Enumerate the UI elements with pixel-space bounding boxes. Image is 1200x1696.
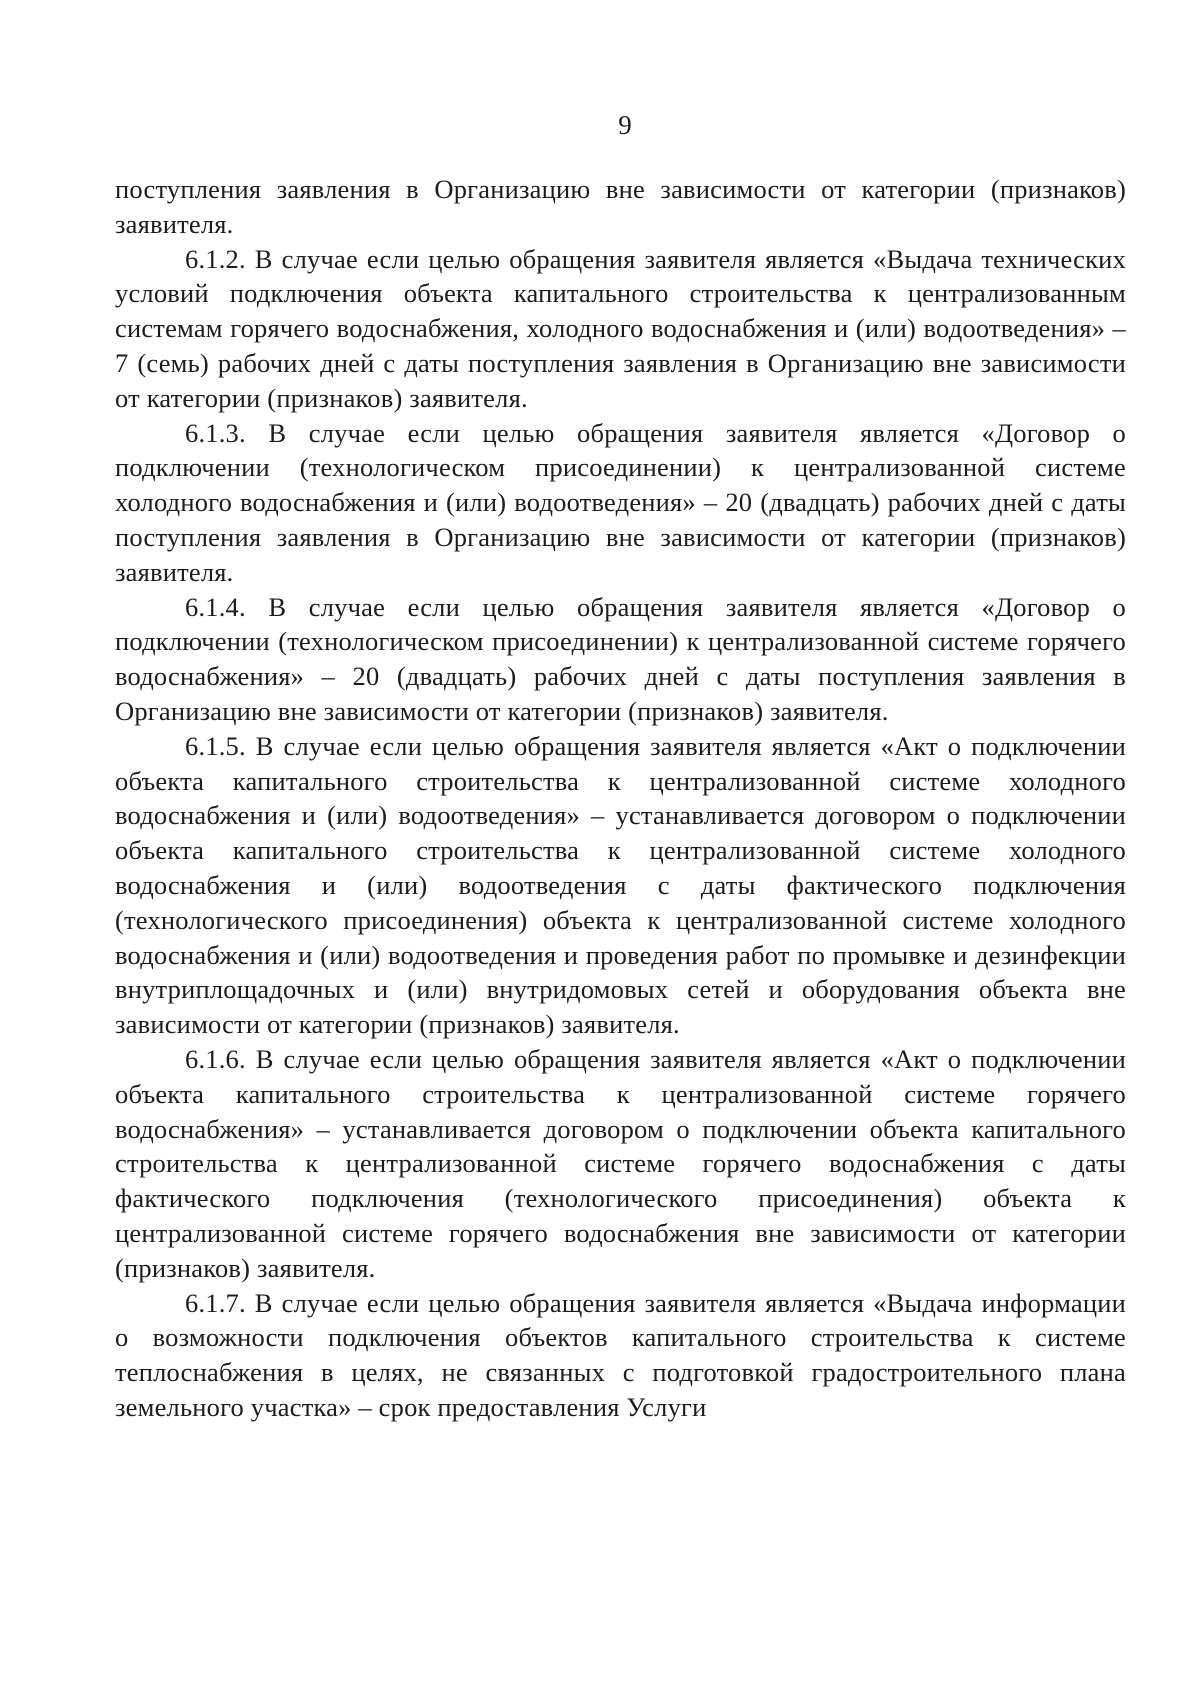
paragraph-6-1-5: 6.1.5. В случае если целью обращения заявителя является «Акт о подключении объекта капитального строительства к централизованной системе холодного водоснабжения и (или) водоотведения» – устанавливается договором о подключении объекта капитального строительства к централизованной системе холодного водоснабжения и (или) водоотведения с даты фактического подключения (технологического присоединения) объекта к централизованной системе холодного водоснабжения и (или) водоотведения и проведения работ по промывке и дезинфекции внутриплощадочных и (или) внутридомовых сетей и оборудования объекта вне зависимости от категории (признаков) заявителя. [115,730,1126,1040]
paragraph-6-1-2: 6.1.2. В случае если целью обращения заявителя является «Выдача технических условий подключения объекта капитального строительства к централизованным системам горячего водоснабжения, холодного водоснабжения и (или) водоотведения» – 7 (семь) рабочих дней с даты поступления заявления в Организацию вне зависимости от категории (признаков) заявителя. [115,243,1126,413]
paragraph-6-1-6: 6.1.6. В случае если целью обращения заявителя является «Акт о подключении объекта капитального строительства к централизованной системе горячего водоснабжения» – устанавливается договором о подключении объекта капитального строительства к централизованной системе горячего водоснабжения с даты фактического подключения (технологического присоединения) объекта к централизованной системе горячего водоснабжения вне зависимости от категории (признаков) заявителя. [115,1043,1126,1283]
paragraph-continuation: поступления заявления в Организацию вне зависимости от категории (признаков) заявителя. [115,174,1126,239]
paragraph-6-1-4: 6.1.4. В случае если целью обращения заявителя является «Договор о подключении (технологическом присоединении) к централизованной системе горячего водоснабжения» – 20 (двадцать) рабочих дней с даты поступления заявления в Организацию вне зависимости от категории (признаков) заявителя. [115,591,1126,726]
paragraph-6-1-3: 6.1.3. В случае если целью обращения заявителя является «Договор о подключении (технологическом присоединении) к централизованной системе холодного водоснабжения и (или) водоотведения» – 20 (двадцать) рабочих дней с даты поступления заявления в Организацию вне зависимости от категории (признаков) заявителя. [115,417,1126,587]
paragraph-6-1-7: 6.1.7. В случае если целью обращения заявителя является «Выдача информации о возможности подключения объектов капитального строительства к системе теплоснабжения в целях, не связанных с подготовкой градостроительного плана земельного участка» – срок предоставления Услуги [115,1287,1126,1422]
page-number: 9 [618,110,632,140]
document-body [115,172,1126,1425]
